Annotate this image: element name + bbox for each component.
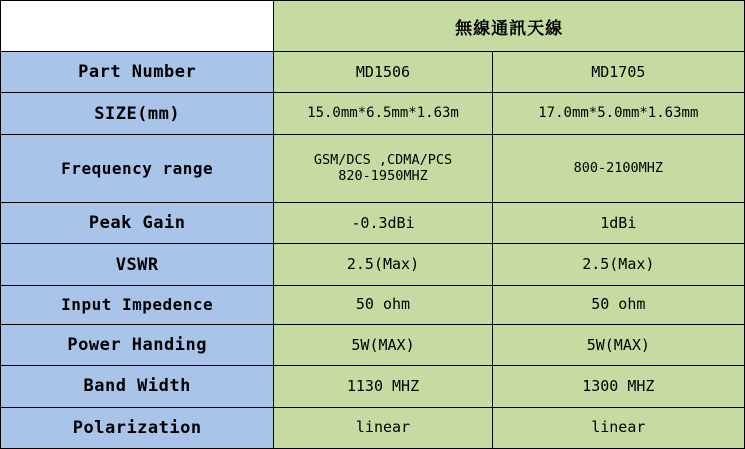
row-value-1 xyxy=(274,134,492,202)
value-line: 17.0mm*5.0mm*1.63mm xyxy=(538,104,699,121)
row-value-1 xyxy=(274,52,492,93)
value-line: linear xyxy=(591,418,646,437)
table-row xyxy=(1,203,745,244)
row-label: SIZE(mm) xyxy=(1,93,274,134)
row-value-1 xyxy=(274,203,492,244)
row-label: VSWR xyxy=(1,244,274,285)
row-value-2 xyxy=(492,244,744,285)
row-label: Band Width xyxy=(1,366,274,407)
row-label: Part Number xyxy=(1,52,274,93)
row-value-2 xyxy=(492,203,744,244)
row-label: Frequency range xyxy=(1,134,274,202)
row-label: Polarization xyxy=(1,407,274,448)
table-row xyxy=(1,93,745,134)
value-line: 5W(MAX) xyxy=(351,335,415,354)
value-line: 50 ohm xyxy=(355,295,411,314)
table-row xyxy=(1,325,745,366)
row-value-1 xyxy=(274,407,492,448)
row-value-1 xyxy=(274,366,492,407)
row-value-2 xyxy=(492,325,744,366)
row-value-2 xyxy=(492,407,744,448)
value-line: 2.5(Max) xyxy=(346,255,420,274)
row-value-2 xyxy=(492,93,744,134)
value-line: 820-1950MHZ xyxy=(338,168,428,185)
table-row xyxy=(1,244,745,285)
value-line: 15.0mm*6.5mm*1.63m xyxy=(307,104,459,121)
row-label: Peak Gain xyxy=(1,203,274,244)
row-label: Power Handing xyxy=(1,325,274,366)
table-title-cell: 無線通訊天線 xyxy=(274,1,745,52)
table-row xyxy=(1,134,745,202)
value-line: 5W(MAX) xyxy=(586,335,650,354)
row-value-1 xyxy=(274,93,492,134)
value-line: 800-2100MHZ xyxy=(573,159,664,176)
value-line: linear xyxy=(355,418,411,437)
value-line: -0.3dBi xyxy=(351,213,415,232)
value-line: 1dBi xyxy=(600,213,637,232)
row-value-1 xyxy=(274,285,492,324)
row-value-2 xyxy=(492,134,744,202)
table-header-row xyxy=(1,1,745,52)
header-blank-cell xyxy=(1,1,274,52)
value-line: 2.5(Max) xyxy=(582,255,655,274)
spec-table-body xyxy=(1,1,745,449)
row-value-2 xyxy=(492,52,744,93)
value-line: 1130 MHZ xyxy=(346,377,420,396)
value-line: MD1705 xyxy=(591,62,646,81)
value-line: MD1506 xyxy=(355,62,411,81)
value-line: GSM/DCS ,CDMA/PCS xyxy=(313,151,453,168)
table-row xyxy=(1,407,745,448)
row-value-1 xyxy=(274,325,492,366)
table-row xyxy=(1,366,745,407)
row-value-2 xyxy=(492,366,744,407)
row-label: Input Impedence xyxy=(1,285,274,324)
table-row xyxy=(1,52,745,93)
row-value-1 xyxy=(274,244,492,285)
row-value-2 xyxy=(492,285,744,324)
value-line: 50 ohm xyxy=(591,295,646,314)
table-row xyxy=(1,285,745,324)
value-line: 1300 MHZ xyxy=(582,377,655,396)
